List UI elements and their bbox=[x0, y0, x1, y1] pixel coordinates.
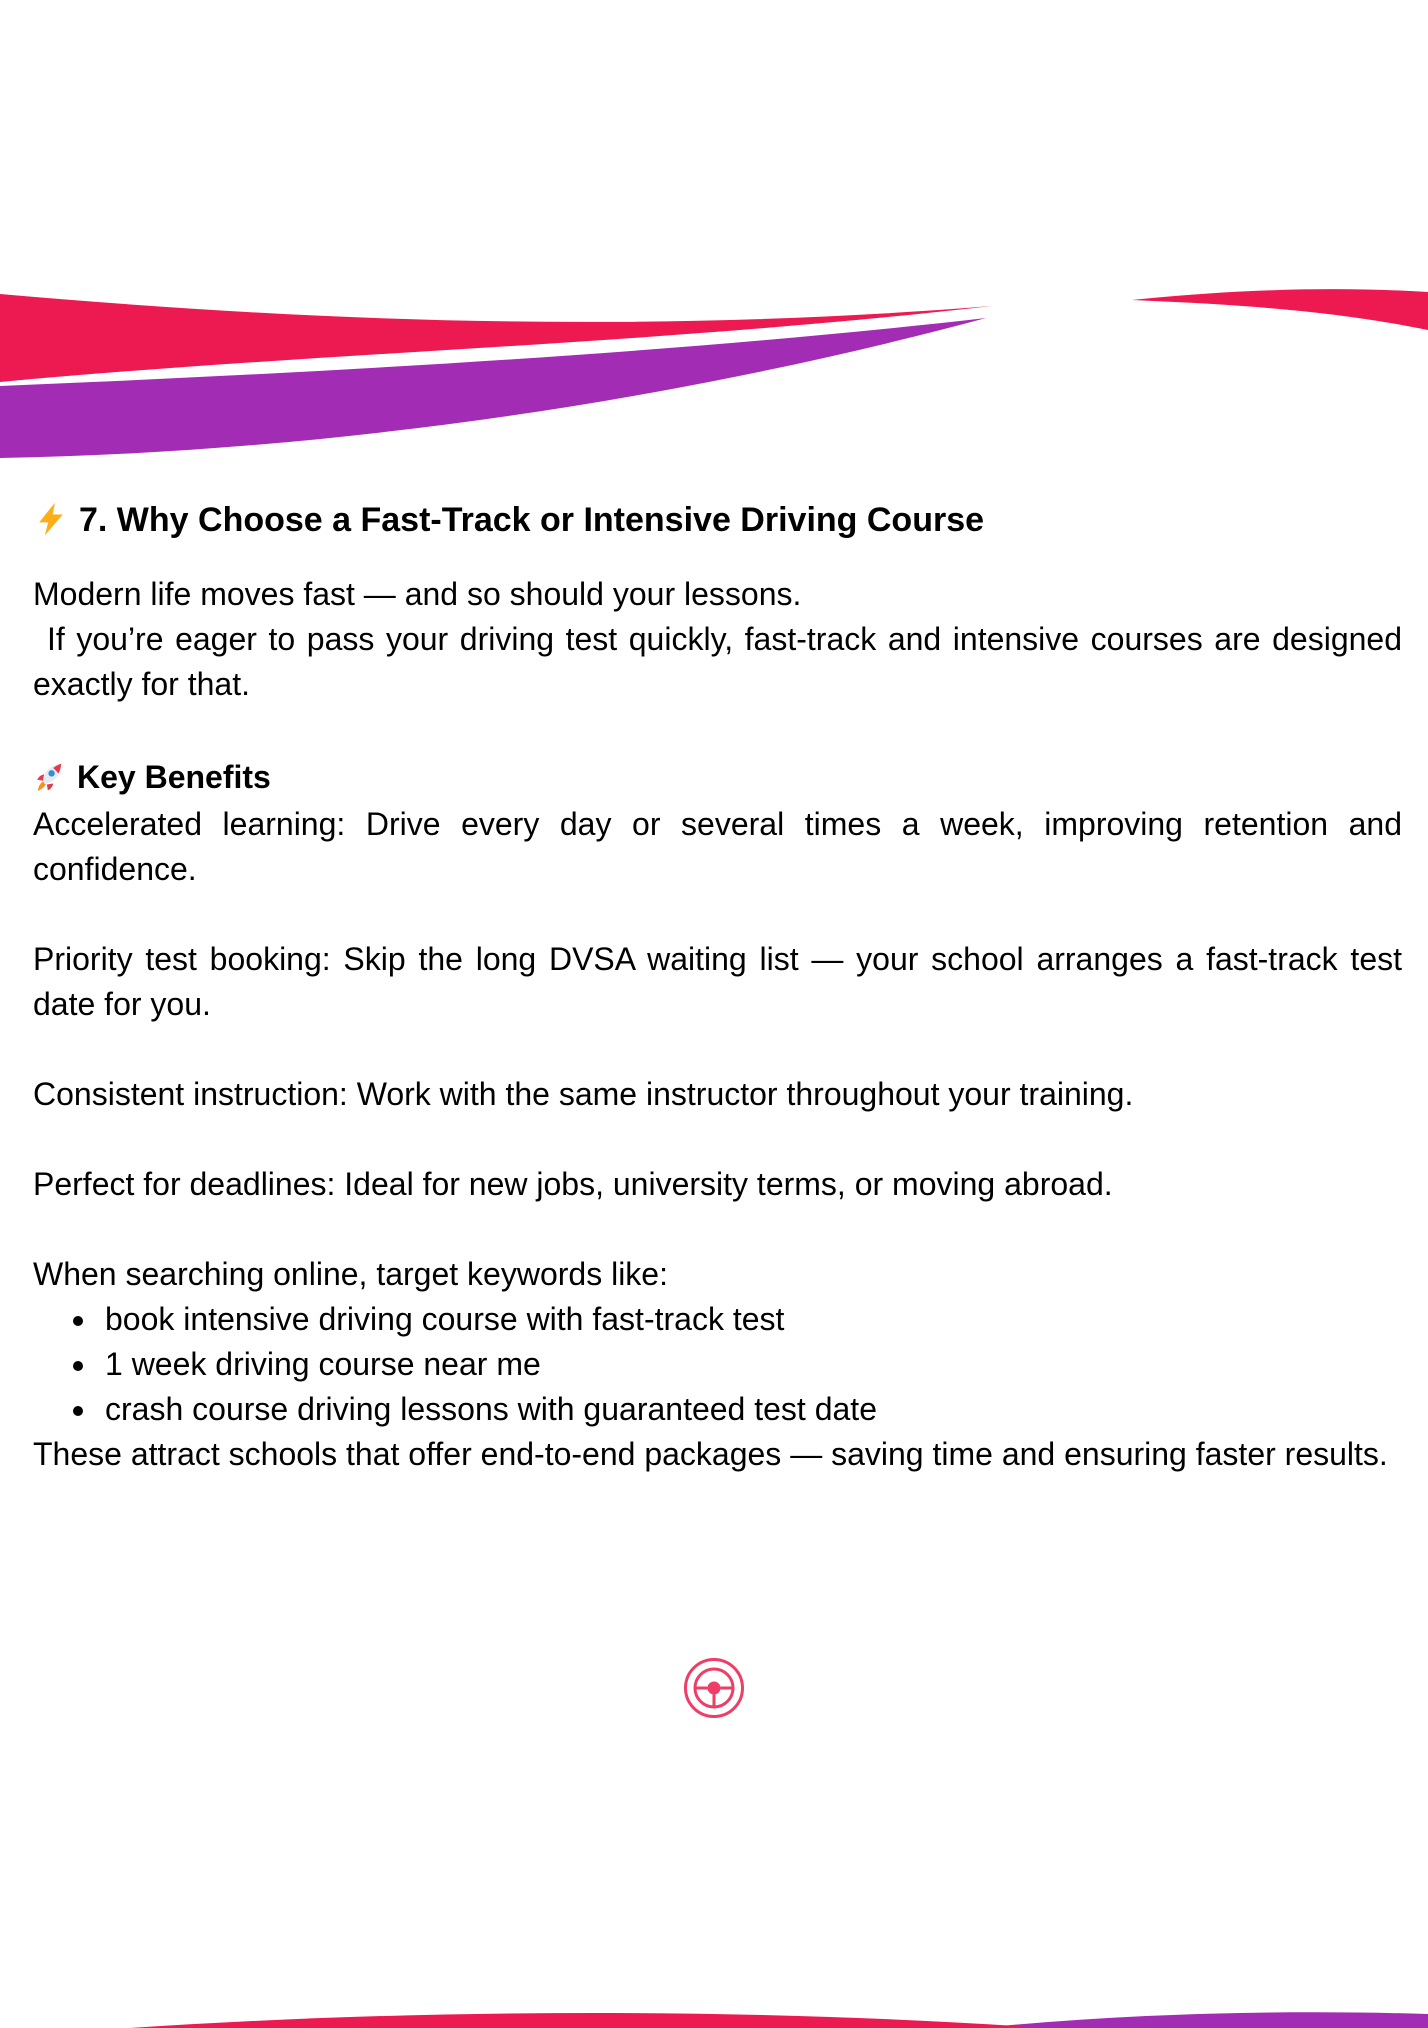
red-corner-shape bbox=[1132, 289, 1428, 330]
benefit-paragraph-priority-test-booking: Priority test booking: Skip the long DVSA waiting list — your school arranges a fast-track test date for you. bbox=[33, 941, 1402, 1022]
benefits-heading bbox=[33, 755, 1402, 799]
intro-paragraph-2: If you’re eager to pass your driving test quickly, fast-track and intensive courses are designed exactly for that. bbox=[33, 621, 1402, 702]
footer-emblem bbox=[682, 1656, 746, 1720]
steering-wheel-icon bbox=[682, 1656, 746, 1720]
benefit-paragraph-perfect-for-deadlines: Perfect for deadlines: Ideal for new jobs, university terms, or moving abroad. bbox=[33, 1166, 1113, 1202]
bottom-wave-decoration bbox=[0, 2000, 1428, 2028]
document-content bbox=[33, 498, 1402, 1477]
benefit-paragraph-consistent-instruction: Consistent instruction: Work with the same instructor throughout your training. bbox=[33, 1076, 1134, 1112]
section-heading-text: 7. Why Choose a Fast-Track or Intensive Driving Course bbox=[79, 501, 985, 539]
keyword-item: • 1 week driving course near me bbox=[99, 1342, 1402, 1387]
intro-paragraph-1: Modern life moves fast — and so should your lessons. bbox=[33, 576, 802, 612]
rocket-icon bbox=[33, 759, 67, 793]
keywords-list bbox=[33, 1297, 1402, 1432]
section-heading bbox=[33, 498, 1402, 542]
keyword-item: • crash course driving lessons with guaranteed test date bbox=[99, 1387, 1402, 1432]
keywords-intro-paragraph: When searching online, target keywords like: bbox=[33, 1256, 668, 1292]
lightning-icon bbox=[33, 501, 69, 537]
closing-paragraph: These attract schools that offer end-to-end packages — saving time and ensuring faster results. bbox=[33, 1436, 1388, 1472]
benefits-heading-text: Key Benefits bbox=[77, 759, 271, 795]
benefit-paragraph-accelerated-learning: Accelerated learning: Drive every day or several times a week, improving retention and confidence. bbox=[33, 806, 1402, 887]
keyword-item: • book intensive driving course with fast-track test bbox=[99, 1297, 1402, 1342]
top-wave-decoration bbox=[0, 0, 1428, 470]
bottom-purple-shape bbox=[980, 2012, 1428, 2028]
bottom-red-shape bbox=[130, 2013, 1046, 2028]
